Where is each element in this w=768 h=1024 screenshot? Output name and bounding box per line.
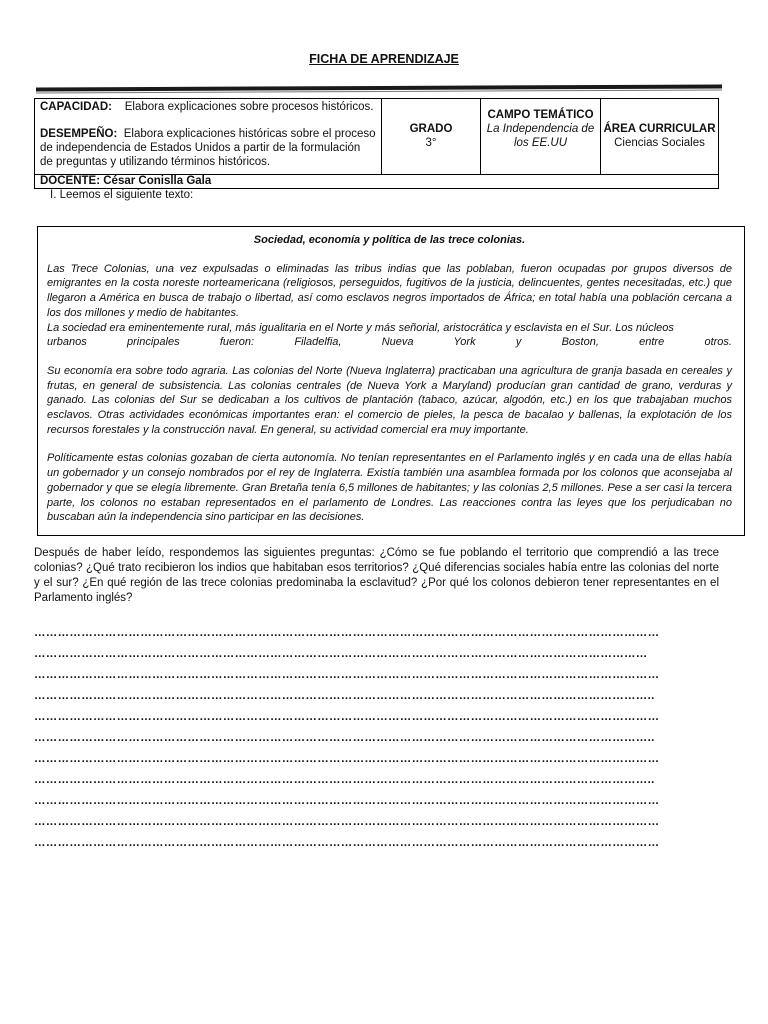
reading-paragraph-2b: urbanos principales fueron: Filadelfia, Nueva York y Boston, entre otros. (47, 336, 732, 349)
reading-paragraph-3: Su economía era sobre todo agraria. Las colonias del Norte (Nueva Inglaterra) practicaban una agricultura de granja basada en cereales y frutas, en general de subsistencia. Las colonias centrales (de Nueva York a Maryland) producían gran cantidad de grano, verduras y ganado. Las colonias del Sur se dedicaban a los cultivos de plantación (tabaco, azúcar, algodón, etc.) en los que trabajaban muchos esclavos. Otras actividades económicas importantes eran: el comercio de pieles, la pesca de bacalao y ballenas, la explotación de los recursos forestales y la construcción naval. En general, su actividad comercial era muy importante. (47, 364, 732, 436)
capacidad-cell (35, 99, 382, 174)
reading-instruction: I. Leemos el siguiente texto: (50, 189, 194, 201)
area-value: Ciencias Sociales (614, 137, 705, 149)
grado-value: 3° (425, 137, 437, 149)
grado-cell (382, 99, 481, 174)
answer-line[interactable]: ………………………………………………………………………………………………………………………………………… (34, 648, 648, 660)
grado-label: GRADO (409, 123, 453, 135)
reading-paragraph-2a: La sociedad era eminentemente rural, más igualitaria en el Norte y más señorial, aristocrática y esclavista en el Sur. Los núcleos (47, 321, 674, 334)
capacidad-label: CAPACIDAD: (40, 101, 112, 113)
answer-line[interactable]: …………………………………………………………………………………………………………………………………………… (34, 627, 660, 639)
docente-row: DOCENTE: César Conislla Gala (35, 174, 718, 188)
area-label: ÁREA CURRICULAR (603, 123, 716, 135)
questions-text: Después de haber leído, respondemos las siguientes preguntas: ¿Cómo se fue poblando el territorio que comprendió a las trece colonias? ¿Qué trato recibieron los indios que habitaban esos territorios? ¿Qué diferencias sociales había entre las colonias del norte y el sur? ¿En qué región de las trece colonias predominaba la esclavitud? ¿Por qué los colonos debieron tener representantes en el Parlamento inglés? (34, 547, 719, 604)
header-table (34, 98, 719, 189)
answer-line[interactable]: …………………………………………………………………………………………………………………………………………… (34, 816, 660, 828)
campo-value: La Independencia de los EE.UU (486, 123, 595, 149)
document-title: FICHA DE APRENDIZAJE (309, 52, 459, 66)
reading-paragraph-4: Políticamente estas colonias gozaban de cierta autonomía. No tenían representantes en el Parlamento inglés y en cada una de ellas había un gobernador y un consejo nombrados por el rey de Inglaterra. Existía también una asamblea formada por los colonos que aconsejaba al gobernador y que se elegía libremente. Gran Bretaña tenía 6,5 millones de habitantes; y las colonias 2,5 millones. Pese a ser casi la tercera parte, los colonos no estaban representados en el parlamento de Londres. Las reacciones contra las leyes que los perjudicaban no buscaban aún la independencia sino participar en las decisiones. (47, 452, 732, 524)
campo-tematico-cell (481, 99, 601, 174)
desempeno-label: DESEMPEÑO: (40, 128, 118, 140)
answer-line[interactable]: ………………………………………………………………………………………………………………………………………….. (34, 774, 655, 786)
capacidad-text: Elabora explicaciones sobre procesos históricos. (124, 101, 374, 113)
reading-title: Sociedad, economía y política de las trece colonias. (253, 234, 526, 246)
desempeno-text: Elabora explicaciones históricas sobre el proceso de independencia de Estados Unidos a partir de la formulación de preguntas y utilizando términos históricos. (40, 128, 376, 168)
answer-line[interactable]: …………………………………………………………………………………………………………………………………………… (34, 837, 660, 849)
reading-box (37, 226, 745, 536)
answer-line[interactable]: ………………………………………………………………………………………………………………………………………….. (34, 690, 655, 702)
answer-line[interactable]: …………………………………………………………………………………………………………………………………………… (34, 669, 660, 681)
answer-line[interactable]: …………………………………………………………………………………………………………………………………………… (34, 795, 660, 807)
answer-line[interactable]: ………………………………………………………………………………………………………………………………………….. (34, 732, 655, 744)
answer-line[interactable]: …………………………………………………………………………………………………………………………………………… (34, 753, 660, 765)
answer-line[interactable]: …………………………………………………………………………………………………………………………………………… (34, 711, 660, 723)
area-curricular-cell (601, 99, 718, 174)
reading-paragraph-1: Las Trece Colonias, una vez expulsadas o eliminadas las tribus indias que las poblaban, fueron ocupadas por grupos diversos de emigrantes en la costa noreste norteamericana (religiosos, perseguidos, fugitivos de la justicia, delincuentes, gentes necesitadas, etc.) que llegaron a América en busca de trabajo o libertad, así como esclavos negros importados de África; en total había una población cercana a los dos millones y medio de habitantes. (47, 262, 732, 319)
campo-label: CAMPO TEMÁTICO (487, 109, 594, 121)
